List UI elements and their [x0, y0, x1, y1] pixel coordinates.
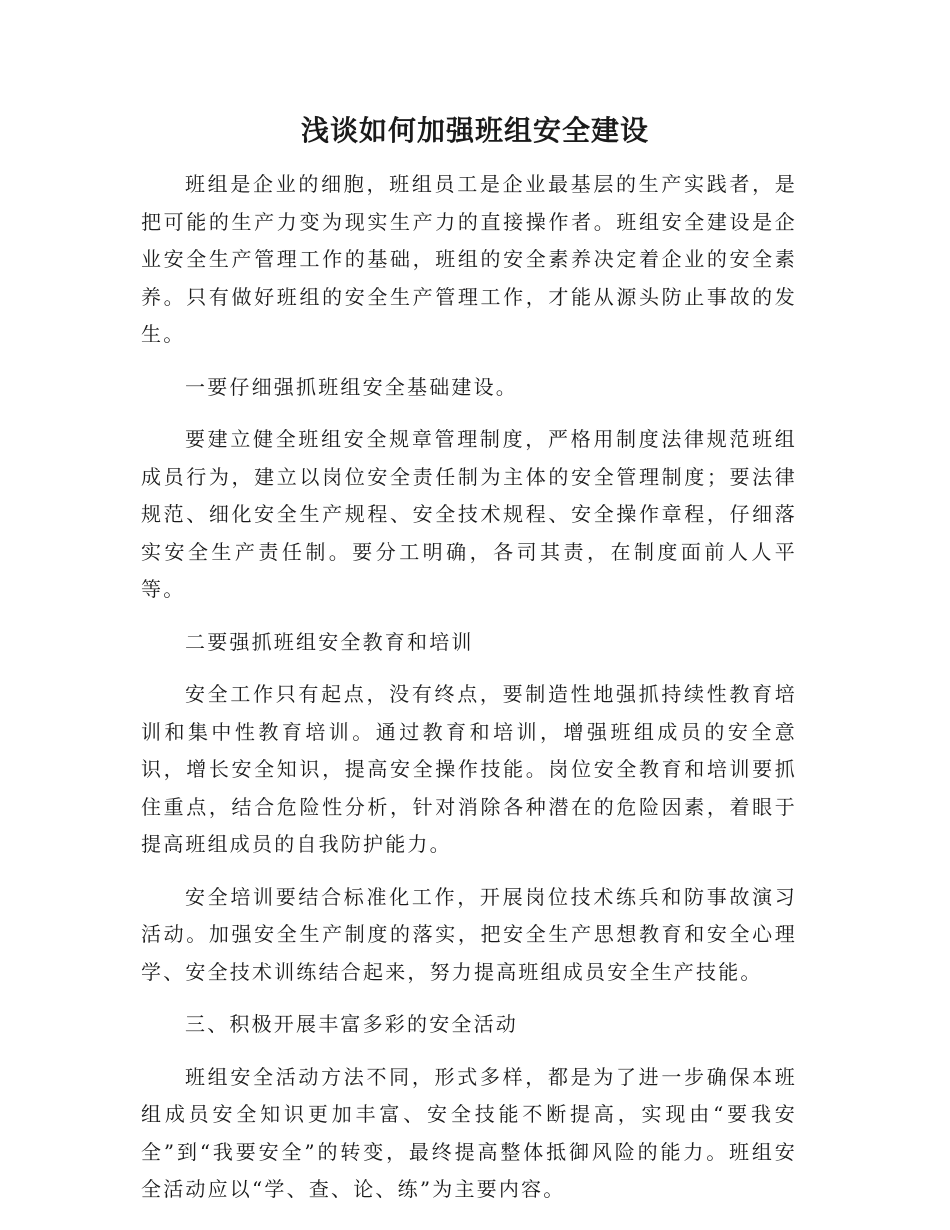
section-heading-3: 三、积极开展丰富多彩的安全活动: [185, 1012, 518, 1036]
paragraph-rules: 要建立健全班组安全规章管理制度，严格用制度法律规范班组成员行为，建立以岗位安全责任制为主体的安全管理制度；要法律规范、细化安全生产规程、安全技术规程、安全操作章程，仔细落实安全生产责任制。要分工明确，各司其责，在制度面前人人平等。: [141, 427, 797, 601]
document-body: [141, 166, 797, 1209]
section-heading-1: 一要仔细强抓班组安全基础建设。: [185, 374, 518, 399]
section-heading-2: 二要强抓班组安全教育和培训: [185, 629, 474, 654]
paragraph-training: 安全工作只有起点，没有终点，要制造性地强抓持续性教育培训和集中性教育培训。通过教育和培训，增强班组成员的安全意识，增长安全知识，提高安全操作技能。岗位安全教育和培训要抓住重点，结合危险性分析，针对消除各种潜在的危险因素，着眼于提高班组成员的自我防护能力。: [141, 682, 797, 856]
paragraph-activities: 班组安全活动方法不同，形式多样，都是为了进一步确保本班组成员安全知识更加丰富、安全技能不断提高，实现由“要我安全”到“我要安全”的转变，最终提高整体抵御风险的能力。班组安全活动应以“学、查、论、练”为主要内容。: [141, 1064, 797, 1201]
document-title: 浅谈如何加强班组安全建设: [300, 114, 649, 147]
paragraph-intro: 班组是企业的细胞，班组员工是企业最基层的生产实践者，是把可能的生产力变为现实生产力的直接操作者。班组安全建设是企业安全生产管理工作的基础，班组的安全素养决定着企业的安全素养。只有做好班组的安全生产管理工作，才能从源头防止事故的发生。: [141, 172, 797, 346]
paragraph-drills: 安全培训要结合标准化工作，开展岗位技术练兵和防事故演习活动。加强安全生产制度的落实，把安全生产思想教育和安全心理学、安全技术训练结合起来，努力提高班组成员安全生产技能。: [141, 884, 797, 984]
